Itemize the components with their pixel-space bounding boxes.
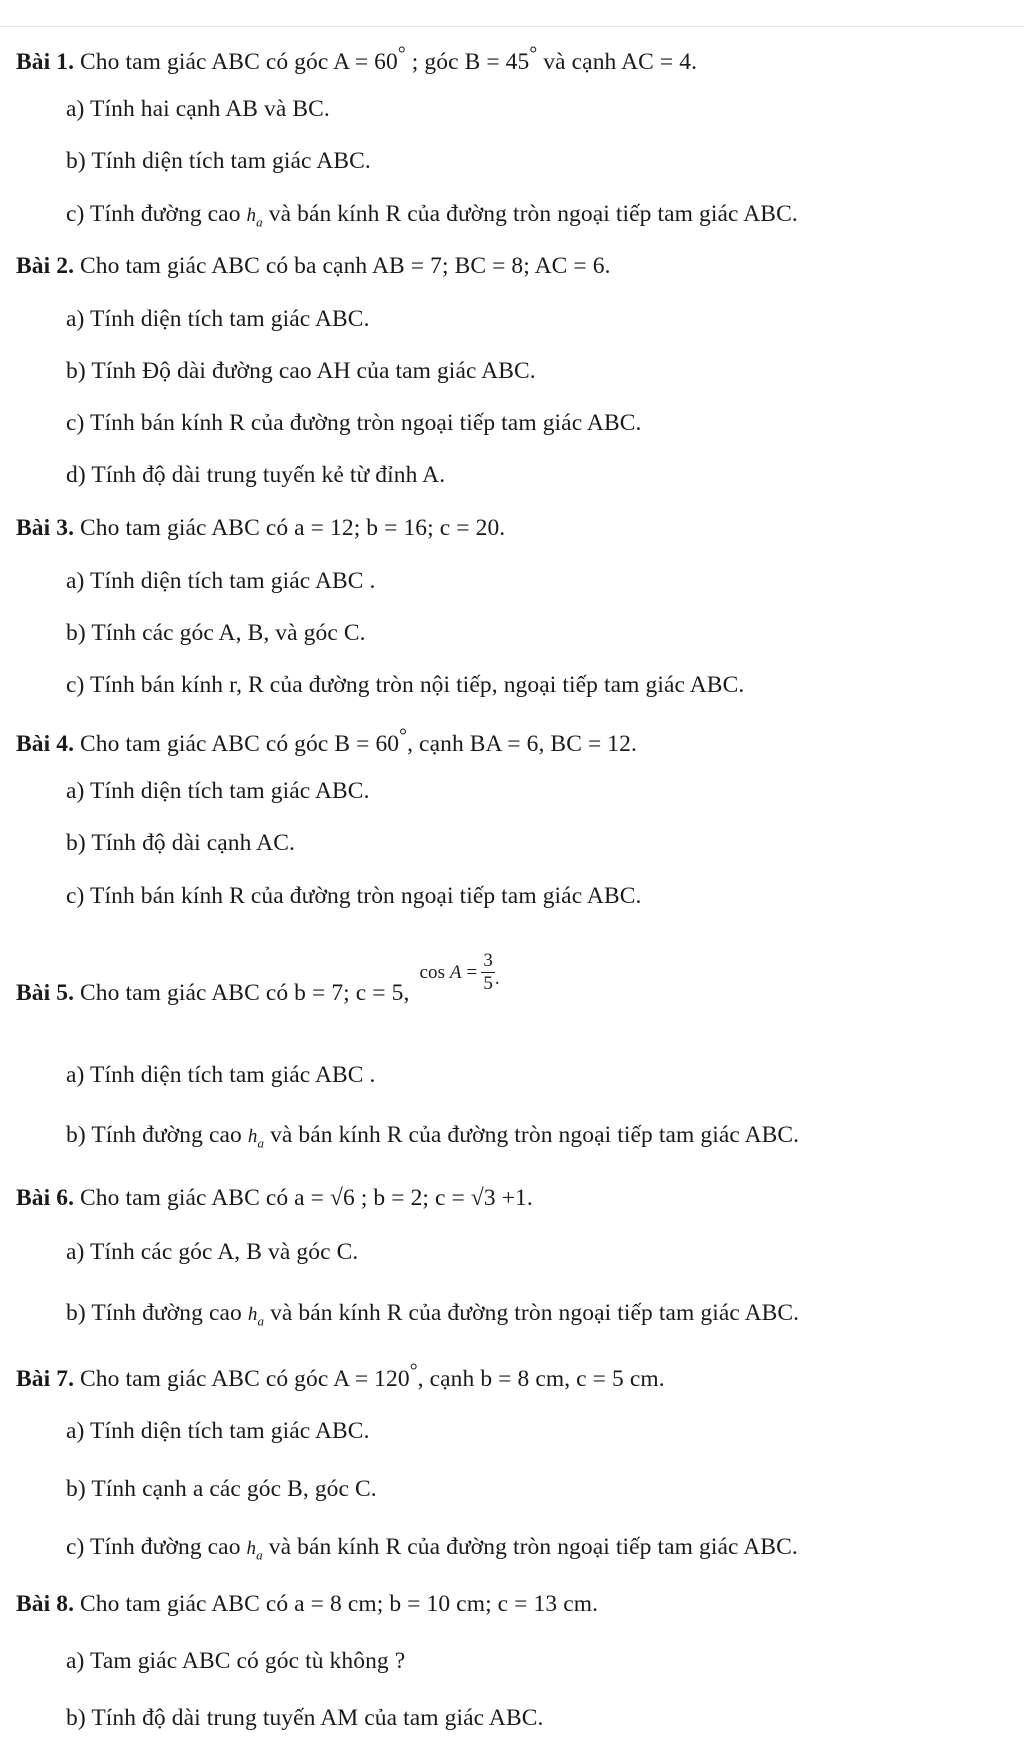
problem-8-statement	[16, 1589, 598, 1619]
problem-5-part-b	[66, 1120, 799, 1159]
problem-6-statement	[16, 1183, 533, 1213]
part-c-text: c) Tính đường cao	[66, 201, 247, 227]
problem-6-part-a: a) Tính các góc A, B và góc C.	[66, 1239, 359, 1265]
problem-4-part-a: a) Tính diện tích tam giác ABC.	[66, 778, 370, 804]
problem-5-part-a: a) Tính diện tích tam giác ABC .	[66, 1062, 376, 1088]
problem-8-text: Cho tam giác ABC có a = 8 cm; b = 10 cm; c = 13 cm.	[74, 1591, 599, 1617]
degree-sign: °	[399, 726, 408, 747]
height-symbol: h	[246, 1538, 257, 1559]
fraction-numerator: 3	[483, 950, 493, 971]
degree-sign: °	[409, 1361, 418, 1382]
height-subscript: a	[256, 1547, 263, 1563]
problem-3-part-c: c) Tính bán kính r, R của đường tròn nội tiếp, ngoại tiếp tam giác ABC.	[66, 672, 745, 698]
problem-5-statement	[16, 950, 500, 1017]
problem-1-text-2: ; góc B = 45	[405, 48, 530, 75]
problem-5-label: Bài 5.	[16, 979, 75, 1006]
problem-7-label: Bài 7.	[16, 1365, 75, 1392]
problem-4-text: Cho tam giác ABC có góc B = 60	[74, 730, 400, 757]
part-b-text: b) Tính đường cao	[66, 1300, 248, 1326]
problem-7-part-a: a) Tính diện tích tam giác ABC.	[66, 1418, 370, 1444]
problem-6-text: Cho tam giác ABC có a = √6 ; b = 2; c = √3 +1.	[74, 1185, 533, 1211]
problem-7-part-c	[66, 1532, 798, 1571]
problem-1-text: Cho tam giác ABC có góc A = 60	[74, 48, 398, 75]
problem-6-part-b	[66, 1298, 799, 1337]
problem-7-statement	[16, 1357, 665, 1394]
period: .	[494, 967, 500, 989]
top-divider	[0, 26, 1024, 27]
part-b-text: b) Tính đường cao	[66, 1122, 248, 1148]
problem-4-text-2: , cạnh BA = 6, BC = 12.	[407, 730, 637, 757]
problem-2-part-a: a) Tính diện tích tam giác ABC.	[66, 306, 370, 332]
height-symbol: h	[247, 1126, 258, 1147]
problem-3-statement	[16, 513, 505, 543]
problem-3-text: Cho tam giác ABC có a = 12; b = 16; c = 20.	[74, 515, 506, 541]
problem-4-part-c: c) Tính bán kính R của đường tròn ngoại tiếp tam giác ABC.	[66, 883, 642, 909]
problem-7-part-b: b) Tính cạnh a các góc B, góc C.	[66, 1476, 377, 1502]
height-symbol: h	[246, 205, 257, 226]
problem-1-part-c	[66, 199, 798, 238]
problem-8-label: Bài 8.	[16, 1591, 75, 1617]
problem-2-label: Bài 2.	[16, 253, 75, 279]
cos-label: cos	[419, 961, 450, 983]
problem-7-text: Cho tam giác ABC có góc A = 120	[74, 1365, 410, 1392]
cos-variable: A	[449, 961, 462, 983]
problem-8-part-b: b) Tính độ dài trung tuyến AM của tam giác ABC.	[66, 1705, 544, 1731]
part-b-text-2: và bán kính R của đường tròn ngoại tiếp tam giác ABC.	[264, 1300, 800, 1326]
problem-6-label: Bài 6.	[16, 1185, 75, 1211]
problem-1-part-b: b) Tính diện tích tam giác ABC.	[66, 148, 371, 174]
problem-1-statement	[16, 40, 697, 77]
problem-1-part-a: a) Tính hai cạnh AB và BC.	[66, 96, 330, 122]
problem-7-text-2: , cạnh b = 8 cm, c = 5 cm.	[417, 1365, 665, 1392]
problem-3-part-b: b) Tính các góc A, B, và góc C.	[66, 620, 366, 646]
problem-4-part-b: b) Tính độ dài cạnh AC.	[66, 830, 296, 856]
height-subscript: a	[257, 1135, 265, 1151]
height-subscript: a	[256, 214, 263, 230]
problem-8-part-a: a) Tam giác ABC có góc tù không ?	[66, 1648, 406, 1674]
problem-5-text: Cho tam giác ABC có b = 7; c = 5,	[74, 979, 410, 1006]
part-c-text-2: và bán kính R của đường tròn ngoại tiếp tam giác ABC.	[262, 1534, 798, 1560]
height-subscript: a	[257, 1313, 265, 1329]
part-b-text-2: và bán kính R của đường tròn ngoại tiếp tam giác ABC.	[264, 1122, 800, 1148]
problem-2-part-c: c) Tính bán kính R của đường tròn ngoại tiếp tam giác ABC.	[66, 410, 642, 436]
cos-expression	[419, 950, 499, 995]
degree-sign: °	[397, 44, 406, 65]
degree-sign: °	[529, 44, 538, 65]
problem-2-statement	[16, 251, 611, 281]
problem-2-part-b: b) Tính Độ dài đường cao AH của tam giác ABC.	[66, 358, 536, 384]
fraction	[481, 950, 495, 995]
problem-4-statement	[16, 722, 637, 759]
problem-2-text: Cho tam giác ABC có ba cạnh AB = 7; BC = 8; AC = 6.	[74, 253, 611, 279]
part-c-text: c) Tính đường cao	[66, 1534, 247, 1560]
problem-2-part-d: d) Tính độ dài trung tuyến kẻ từ đỉnh A.	[66, 462, 446, 488]
fraction-denominator: 5	[483, 973, 493, 994]
problem-3-label: Bài 3.	[16, 515, 75, 541]
height-symbol: h	[247, 1304, 258, 1325]
problem-4-label: Bài 4.	[16, 730, 75, 757]
part-c-text-2: và bán kính R của đường tròn ngoại tiếp tam giác ABC.	[262, 201, 798, 227]
problem-1-text-3: và cạnh AC = 4.	[537, 48, 698, 75]
problem-3-part-a: a) Tính diện tích tam giác ABC .	[66, 568, 376, 594]
equals-sign: =	[461, 961, 478, 983]
problem-1-label: Bài 1.	[16, 48, 75, 75]
